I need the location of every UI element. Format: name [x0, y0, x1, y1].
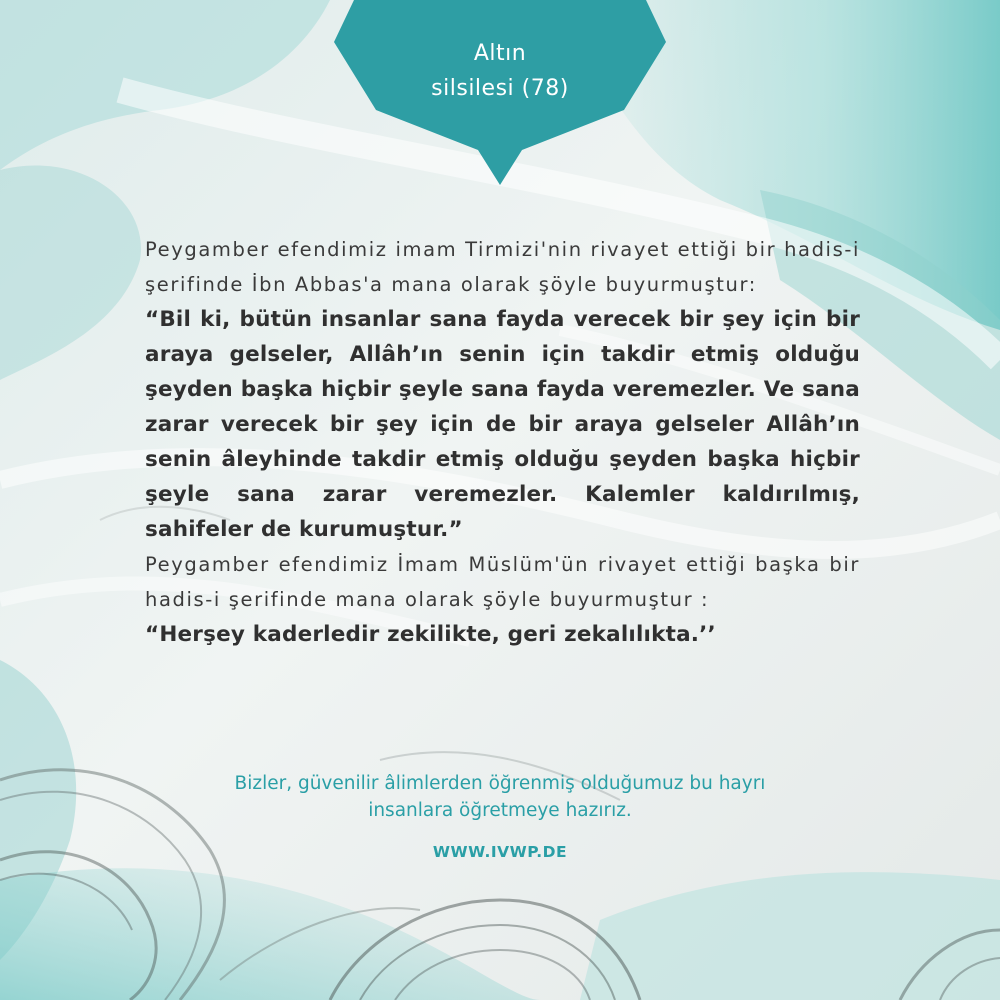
- footer-message: [120, 770, 880, 824]
- badge-title-line1: Altın: [473, 41, 527, 66]
- footer-line1: Bizler, güvenilir âlimlerden öğrenmiş olduğumuz bu hayrı: [234, 773, 766, 794]
- hadith-quote-2: “Herşey kaderledir zekilikte, geri zekalılıkta.’’: [145, 622, 716, 647]
- footer-line2: insanlara öğretmeye hazırız.: [368, 800, 632, 821]
- badge-title: [334, 36, 666, 106]
- intro-paragraph-1: Peygamber efendimiz imam Tirmizi'nin rivayet ettiği bir hadis-i şerifinde İbn Abbas'a mana olarak şöyle buyurmuştur:: [145, 238, 860, 296]
- main-text: [145, 232, 860, 652]
- intro-paragraph-2: Peygamber efendimiz İmam Müslüm'ün rivayet ettiği başka bir hadis-i şerifinde mana olarak şöyle buyurmuştur :: [145, 553, 860, 611]
- hadith-quote-1: “Bil ki, bütün insanlar sana fayda verecek bir şey için bir araya gelseler, Allâh’ın senin için takdir etmiş olduğu şeyden başka hiçbir şeyle sana fayda veremezler. Ve sana zarar verecek bir şey için de bir araya gelseler Allâh’ın senin âleyhinde takdir etmiş olduğu şeyden başka hiçbir şeyle sana zarar veremezler. Kalemler kaldırılmış, sahifeler de kurumuştur.”: [145, 307, 860, 542]
- website-link[interactable]: WWW.IVWP.DE: [432, 843, 568, 861]
- title-badge: [334, 0, 666, 185]
- badge-title-line2: silsilesi (78): [431, 76, 569, 101]
